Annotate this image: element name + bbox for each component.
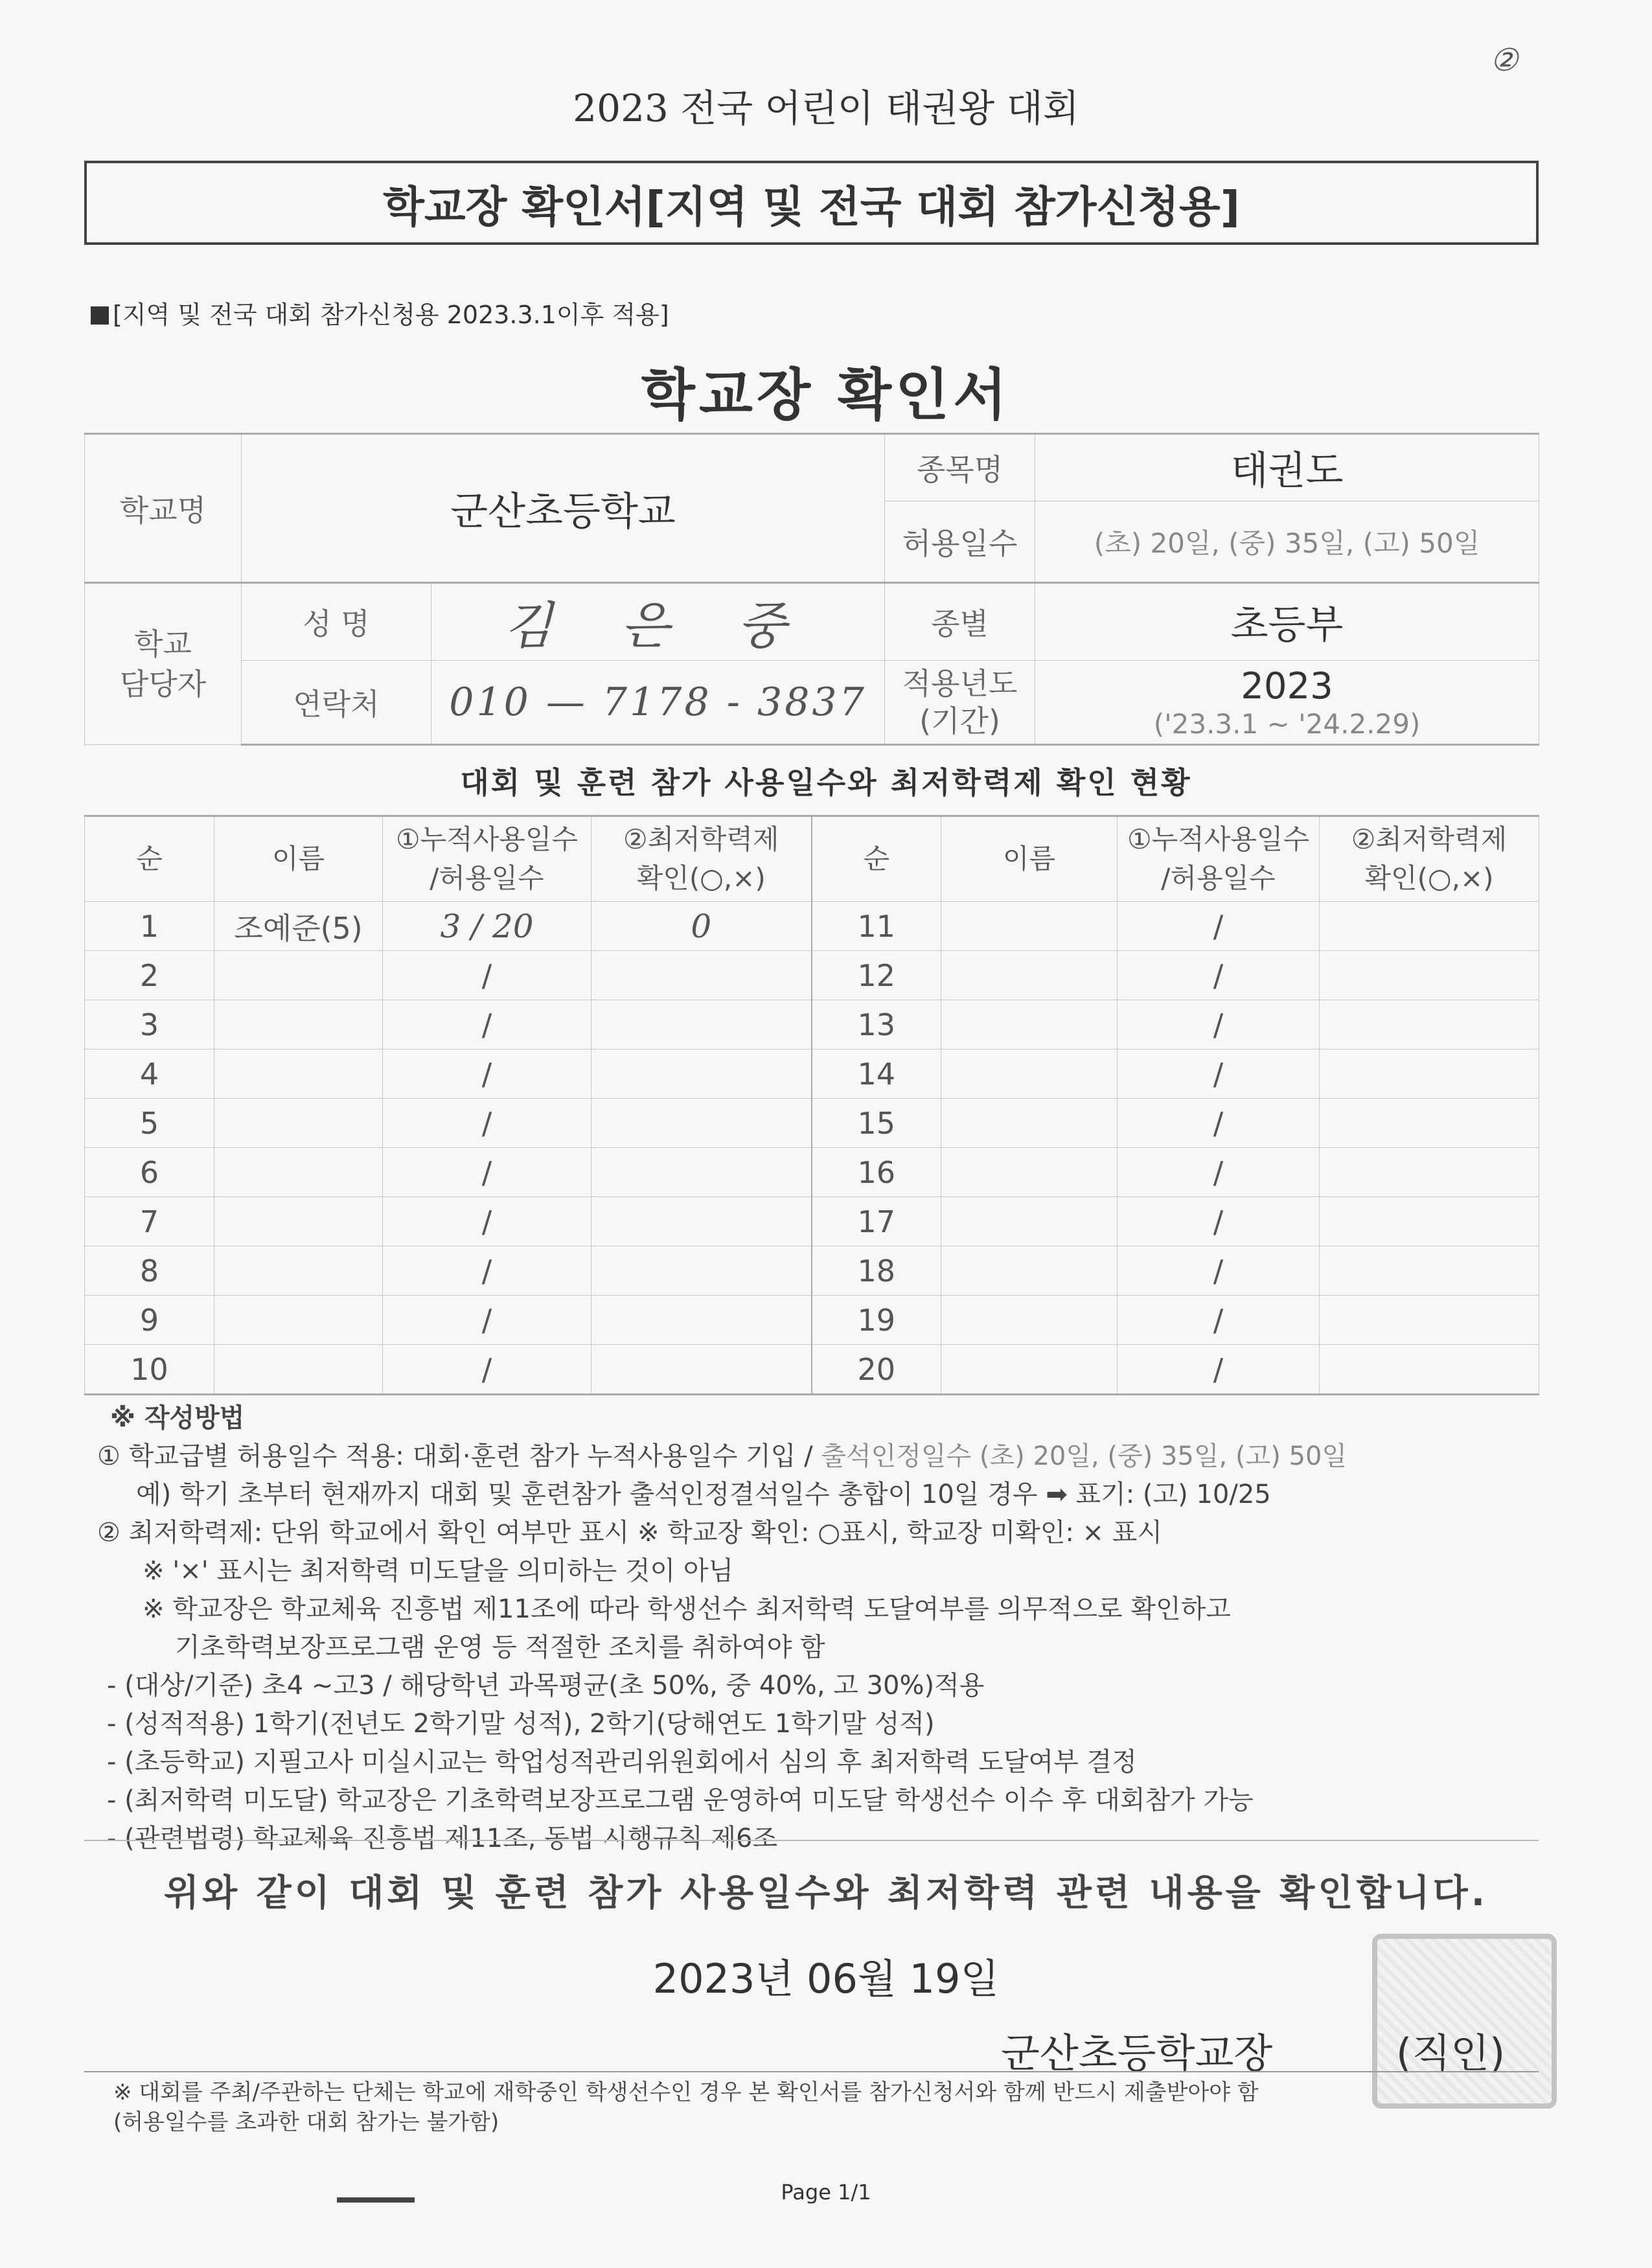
- seal-label: (직인): [1396, 2030, 1506, 2077]
- row-check: [591, 1296, 812, 1345]
- detail-2: - (성적적용) 1학기(전년도 2학기말 성적), 2학기(당해연도 1학기말 성적): [107, 1709, 935, 1739]
- header-name-right: 이름: [941, 816, 1118, 902]
- note-2: ② 최저학력제: 단위 학교에서 확인 여부만 표시 ※ 학교장 확인: ○표시, 학교장 미확인: × 표시: [97, 1518, 1163, 1548]
- row-days: /: [1118, 1099, 1320, 1148]
- row-no: 7: [85, 1197, 214, 1246]
- row-check: [1320, 1148, 1539, 1197]
- row-name: [941, 1000, 1118, 1049]
- row-days: /: [1118, 1345, 1320, 1395]
- year-period: ('23.3.1 ~ '24.2.29): [1153, 707, 1421, 740]
- header-days-line2: /허용일수: [430, 862, 544, 894]
- header-days-line1: ①누적사용일수: [395, 823, 579, 855]
- row-check: [1320, 1197, 1539, 1246]
- row-name: [214, 1345, 383, 1395]
- info-table: [84, 433, 1539, 746]
- row-name: [941, 902, 1118, 951]
- page-footer: Page 1/1: [781, 2180, 871, 2205]
- row-check: [591, 1345, 812, 1395]
- note-1a-gray: 출석인정일수 (초) 20일, (중) 35일, (고) 50일: [821, 1441, 1348, 1471]
- contact-name-handwritten: 김 은 중: [431, 583, 885, 661]
- confirmation-statement: 위와 같이 대회 및 훈련 참가 사용일수와 최저학력 관련 내용을 확인합니다.: [163, 1872, 1489, 1914]
- row-check: [1320, 1099, 1539, 1148]
- square-bullet-icon: [91, 306, 109, 325]
- table-row: [85, 1345, 1539, 1395]
- usage-table: [84, 815, 1539, 1395]
- detail-5: - (관련법령) 학교체육 진흥법 제11조, 동법 시행규칙 제6조: [107, 1824, 778, 1853]
- document-date: 2023년 06월 19일: [652, 1955, 1000, 2002]
- sub-note-text: [지역 및 전국 대회 참가신청용 2023.3.1이후 적용]: [113, 301, 669, 329]
- allowed-days-value: (초) 20일, (중) 35일, (고) 50일: [1035, 501, 1539, 583]
- row-check: [591, 951, 812, 1000]
- row-name: [941, 1296, 1118, 1345]
- row-days-handwritten: 3 / 20: [383, 902, 591, 951]
- sport-value: 태권도: [1035, 434, 1539, 501]
- row-name: [214, 1099, 383, 1148]
- event-title: 2023 전국 어린이 태권왕 대회: [573, 86, 1079, 130]
- note-1a: [97, 1438, 1548, 1476]
- row-days: /: [383, 951, 591, 1000]
- row-no: 18: [812, 1246, 941, 1296]
- row-name: [214, 1000, 383, 1049]
- sport-label: 종목명: [885, 434, 1035, 501]
- table-row: [85, 1099, 1539, 1148]
- table-row: [85, 1148, 1539, 1197]
- row-no: 13: [812, 1000, 941, 1049]
- row-name: [214, 1148, 383, 1197]
- row-check: [591, 1049, 812, 1099]
- contact-label: 학교 담당자: [85, 583, 242, 745]
- row-no: 4: [85, 1049, 214, 1099]
- section-title: 대회 및 훈련 참가 사용일수와 최저학력제 확인 현황: [460, 765, 1192, 800]
- row-check: [1320, 902, 1539, 951]
- row-no: 10: [85, 1345, 214, 1395]
- notes-heading: ※ 작성방법: [110, 1403, 245, 1433]
- header-min-line2: 확인(○,×): [636, 862, 766, 894]
- row-check: [1320, 1049, 1539, 1099]
- row-no: 2: [85, 951, 214, 1000]
- detail-3: - (초등학교) 지필고사 미실시교는 학업성적관리위원회에서 심의 후 최저학력 도달여부 결정: [107, 1747, 1137, 1777]
- table-row: [85, 1000, 1539, 1049]
- division-label: 종별: [885, 583, 1035, 661]
- row-name: [214, 1049, 383, 1099]
- row-days: /: [383, 1197, 591, 1246]
- row-no: 3: [85, 1000, 214, 1049]
- row-no: 11: [812, 902, 941, 951]
- year-label: 적용년도 (기간): [885, 661, 1035, 745]
- row-days: /: [383, 1099, 591, 1148]
- header-min-line1: ②최저학력제: [1351, 823, 1508, 855]
- header-min-left: [591, 816, 812, 902]
- note-1b: 예) 학기 초부터 현재까지 대회 및 훈련참가 출석인정결석일수 총합이 10일 경우 ➡ 표기: (고) 10/25: [136, 1480, 1271, 1509]
- row-name: [214, 1246, 383, 1296]
- row-no: 16: [812, 1148, 941, 1197]
- header-days-left: [383, 816, 591, 902]
- row-check: [591, 1246, 812, 1296]
- row-days: /: [1118, 1049, 1320, 1099]
- row-days: /: [383, 1049, 591, 1099]
- row-check: [1320, 1345, 1539, 1395]
- note-3: ※ '×' 표시는 최저학력 미도달을 의미하는 것이 아님: [143, 1556, 734, 1586]
- row-name: 조예준(5): [214, 902, 383, 951]
- row-days: /: [383, 1148, 591, 1197]
- row-no: 9: [85, 1296, 214, 1345]
- row-no: 6: [85, 1148, 214, 1197]
- row-name: [941, 1099, 1118, 1148]
- year-cell: [1035, 661, 1539, 745]
- row-no: 5: [85, 1099, 214, 1148]
- row-check: [591, 1197, 812, 1246]
- footnote-line-2: (허용일수를 초과한 대회 참가는 불가함): [113, 2109, 499, 2135]
- division-value: 초등부: [1035, 583, 1539, 661]
- row-days: /: [1118, 1197, 1320, 1246]
- row-no: 8: [85, 1246, 214, 1296]
- header-days-line1: ①누적사용일수: [1127, 823, 1310, 855]
- row-name: [214, 1296, 383, 1345]
- header-name-left: 이름: [214, 816, 383, 902]
- row-check: [591, 1000, 812, 1049]
- row-days: /: [383, 1246, 591, 1296]
- row-no: 12: [812, 951, 941, 1000]
- table-row: [85, 951, 1539, 1000]
- row-days: /: [383, 1000, 591, 1049]
- box-title-text: 학교장 확인서[지역 및 전국 대회 참가신청용]: [383, 181, 1240, 232]
- row-name: [941, 1345, 1118, 1395]
- writing-instructions: [97, 1399, 1548, 1858]
- name-label: 성 명: [242, 583, 431, 661]
- header-days-line2: /허용일수: [1161, 862, 1276, 894]
- footnote: [113, 2078, 1259, 2137]
- row-check: [1320, 1000, 1539, 1049]
- footnote-line-1: ※ 대회를 주최/주관하는 단체는 학교에 재학중인 학생선수인 경우 본 확인서를 참가신청서와 함께 반드시 제출받아야 함: [113, 2079, 1259, 2105]
- row-days: /: [1118, 951, 1320, 1000]
- table-row: [85, 902, 1539, 951]
- row-check: [1320, 1246, 1539, 1296]
- row-days: /: [1118, 1296, 1320, 1345]
- sub-note: [91, 295, 669, 330]
- document-box-title: [84, 161, 1539, 245]
- divider: [84, 2071, 1539, 2072]
- row-name: [941, 1049, 1118, 1099]
- header-no-right: 순: [812, 816, 941, 902]
- row-days: /: [383, 1345, 591, 1395]
- row-name: [941, 1148, 1118, 1197]
- table-row: [85, 1049, 1539, 1099]
- row-name: [941, 951, 1118, 1000]
- school-label: 학교명: [85, 434, 242, 583]
- row-name: [214, 1197, 383, 1246]
- principal-signature: 군산초등학교장: [1001, 2030, 1273, 2077]
- header-no-left: 순: [85, 816, 214, 902]
- note-1a-text: ① 학교급별 허용일수 적용: 대회·훈련 참가 누적사용일수 기입 /: [97, 1441, 821, 1471]
- divider: [84, 1840, 1539, 1841]
- header-min-line1: ②최저학력제: [623, 823, 779, 855]
- main-title: 학교장 확인서: [641, 363, 1011, 428]
- note-4a: ※ 학교장은 학교체육 진흥법 제11조에 따라 학생선수 최저학력 도달여부를 의무적으로 확인하고: [143, 1594, 1231, 1624]
- row-check: [1320, 1296, 1539, 1345]
- contact-phone-handwritten: 010 — 7178 - 3837: [431, 661, 885, 745]
- detail-4: - (최저학력 미도달) 학교장은 기초학력보장프로그램 운영하여 미도달 학생선수 이수 후 대회참가 가능: [107, 1785, 1254, 1815]
- row-name: [214, 951, 383, 1000]
- row-no: 14: [812, 1049, 941, 1099]
- row-no: 20: [812, 1345, 941, 1395]
- allowed-days-label: 허용일수: [885, 501, 1035, 583]
- row-days: /: [1118, 902, 1320, 951]
- table-row: [85, 1296, 1539, 1345]
- header-min-right: [1320, 816, 1539, 902]
- row-no: 1: [85, 902, 214, 951]
- detail-1: - (대상/기준) 초4 ~고3 / 해당학년 과목평균(초 50%, 중 40%, 고 30%)적용: [107, 1671, 985, 1701]
- note-4b: 기초학력보장프로그램 운영 등 적절한 조치를 취하여야 함: [175, 1632, 825, 1662]
- phone-label: 연락처: [242, 661, 431, 745]
- year-value: 2023: [1241, 665, 1333, 707]
- table-row: [85, 1197, 1539, 1246]
- header-days-right: [1118, 816, 1320, 902]
- row-name: [941, 1197, 1118, 1246]
- row-check: [1320, 951, 1539, 1000]
- row-check-handwritten: 0: [591, 902, 812, 951]
- row-name: [941, 1246, 1118, 1296]
- row-no: 15: [812, 1099, 941, 1148]
- row-days: /: [1118, 1148, 1320, 1197]
- row-days: /: [383, 1296, 591, 1345]
- page-number-mark: ②: [1490, 42, 1519, 78]
- header-min-line2: 확인(○,×): [1364, 862, 1494, 894]
- row-no: 19: [812, 1296, 941, 1345]
- school-value: 군산초등학교: [242, 434, 885, 583]
- row-days: /: [1118, 1000, 1320, 1049]
- row-check: [591, 1148, 812, 1197]
- row-check: [591, 1099, 812, 1148]
- table-row: [85, 1246, 1539, 1296]
- row-days: /: [1118, 1246, 1320, 1296]
- row-no: 17: [812, 1197, 941, 1246]
